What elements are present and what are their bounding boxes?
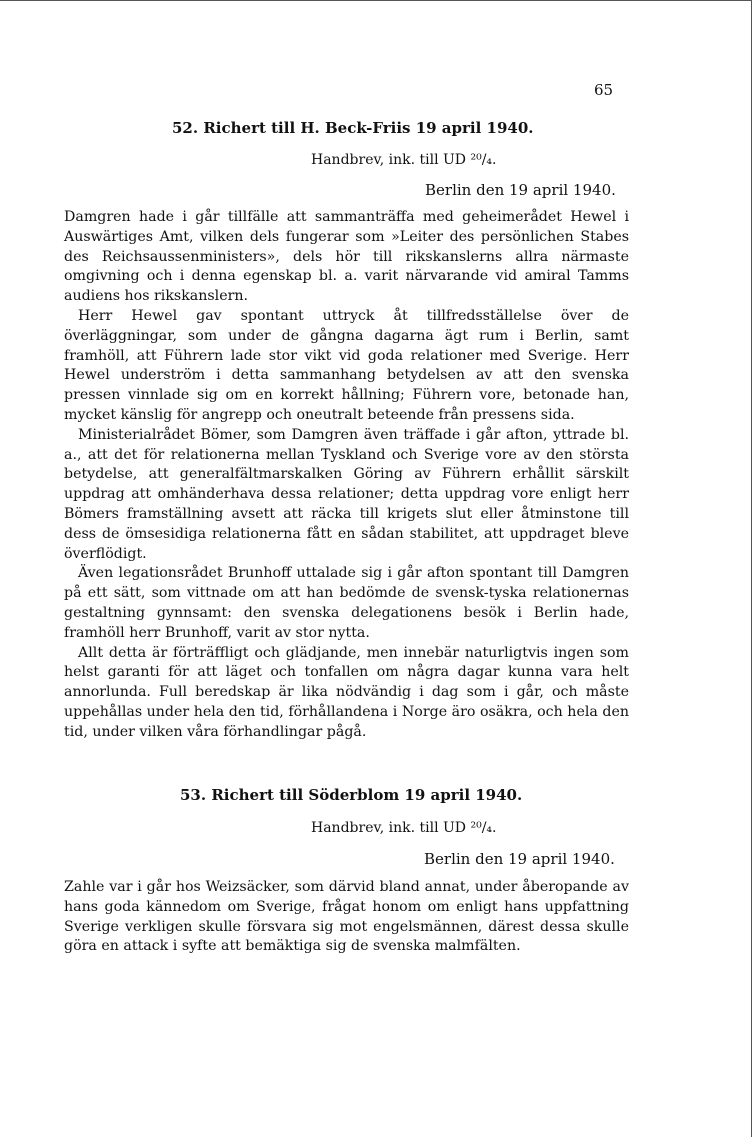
- paragraph: Även legationsrådet Brunhoff uttalade sig i går afton spontant till Damgren på ett sätt, som vittnade om att han bedömde de svensk-tyska relationernas gestaltning gynnsamt: den svenska delegationens besök i Berlin hade, framhöll herr Brunhoff, varit av stor nytta.: [64, 565, 629, 641]
- letter-body: [64, 878, 629, 957]
- paragraph: Zahle var i går hos Weizsäcker, som därvid bland annat, under åberopande av hans goda kännedom om Sverige, frågat honom om enligt hans uppfattning Sverige verkligen skulle försvara sig mot engelsmännen, därest dessa skulle göra en attack i syfte att bemäktiga sig de svenska malmfälten.: [64, 879, 629, 955]
- letter-receipt-note: Handbrev, ink. till UD ²⁰/₄.: [311, 152, 497, 168]
- letter-heading: 53. Richert till Söderblom 19 april 1940.: [180, 786, 523, 804]
- paragraph: Ministerialrådet Bömer, som Damgren även träffade i går afton, yttrade bl. a., att det för relationerna mellan Tyskland och Sverige vore av den största betydelse, att generalfältmarskalken Göring av Führern erhållit särskilt uppdrag att omhänderhava dessa relationer; detta uppdrag vore enligt herr Bömers framställning avsett att räcka till krigets slut eller åtminstone till dess de ömsesidiga relationerna fått en sådan stabilitet, att uppdraget bleve överflödigt.: [64, 426, 629, 562]
- page-number: 65: [594, 81, 614, 99]
- paragraph: Herr Hewel gav spontant uttryck åt tillfredsställelse över de överläggningar, som under de gångna dagarna ägt rum i Berlin, samt framhöll, att Führern lade stor vikt vid goda relationer med Sverige. Herr Hewel underström i detta sammanhang betydelsen av att den svenska pressen vinnlade sig om en korrekt hållning; Führern vore, betonade han, mycket känslig för angrepp och oneutralt beteende från pressens sida.: [64, 307, 629, 423]
- letter-date-line: Berlin den 19 april 1940.: [424, 850, 615, 868]
- paragraph: Damgren hade i går tillfälle att sammanträffa med geheimerådet Hewel i Auswärtiges Amt, vilken dels fungerar som »Leiter des persönlichen Stabes des Reichsaussenministers», dels hör till rikskanslerns allra närmaste omgivning och i denna egenskap bl. a. varit närvarande vid amiral Tamms audiens hos rikskanslern.: [64, 209, 629, 305]
- letter-receipt-note: Handbrev, ink. till UD ²⁰/₄.: [311, 820, 497, 836]
- letter-body: [64, 208, 629, 743]
- letter-date-line: Berlin den 19 april 1940.: [425, 181, 616, 199]
- letter-heading: 52. Richert till H. Beck-Friis 19 april 1940.: [172, 119, 534, 137]
- paragraph: Allt detta är förträffligt och glädjande, men innebär naturligtvis ingen som helst garanti för att läget och tonfallen om några dagar kunna vara helt annorlunda. Full beredskap är lika nödvändig i dag som i går, och måste uppehållas under hela den tid, förhållandena i Norge äro osäkra, och hela den tid, under vilken våra förhandlingar pågå.: [64, 644, 629, 740]
